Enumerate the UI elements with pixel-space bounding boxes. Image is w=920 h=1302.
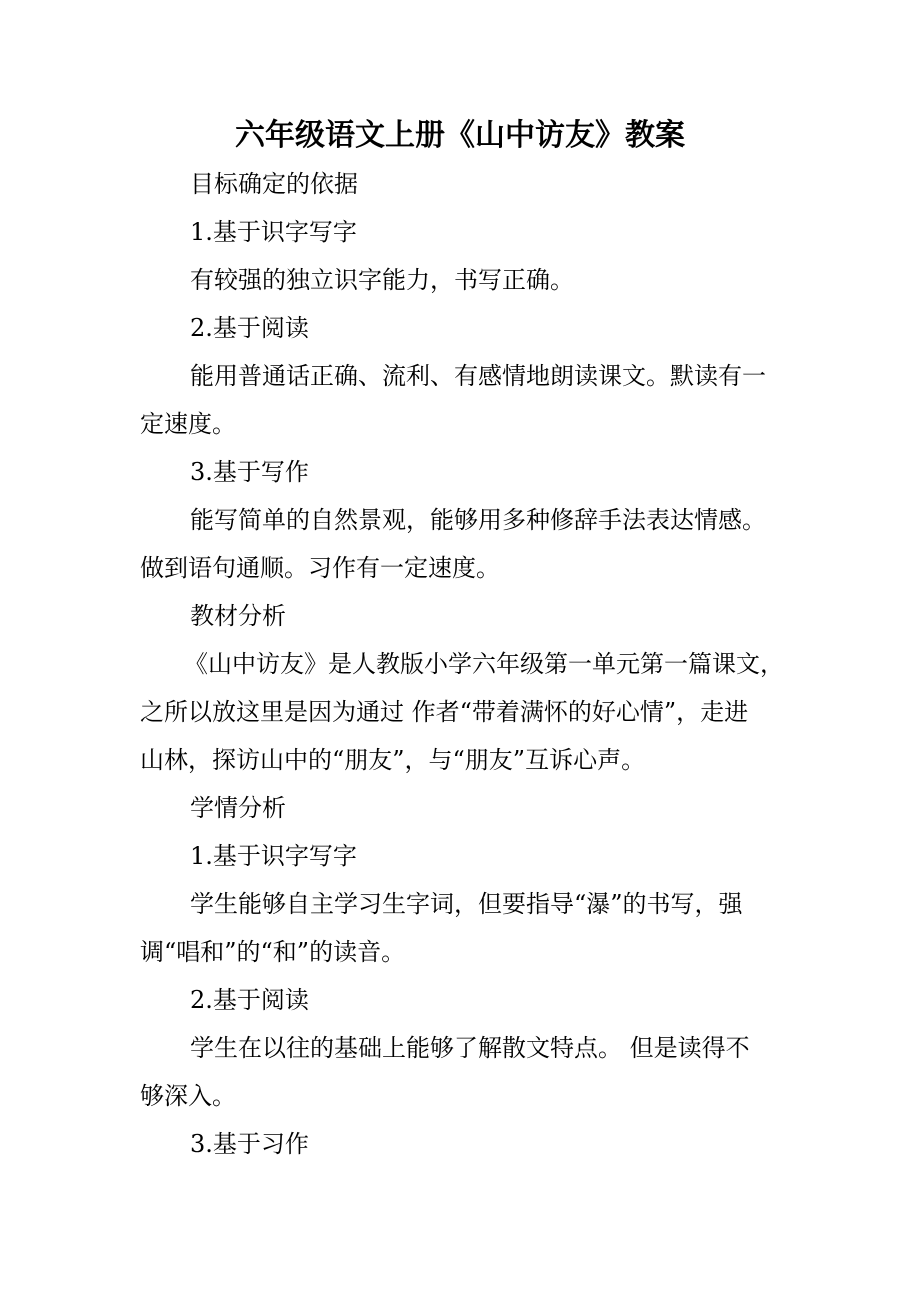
paragraph-line: 做到语句通顺。习作有一定速度。 bbox=[140, 554, 500, 582]
paragraph-line: 定速度。 bbox=[140, 410, 236, 438]
paragraph-line: 之所以放这里是因为通过 作者“带着满怀的好心情”，走进 bbox=[140, 698, 749, 726]
paragraph-line: 能用普通话正确、流利、有感情地朗读课文。默读有一 bbox=[190, 362, 766, 390]
subheading-reading: 2.基于阅读 bbox=[190, 986, 309, 1014]
paragraph-line: 有较强的独立识字能力，书写正确。 bbox=[190, 266, 574, 294]
section-heading-basis: 目标确定的依据 bbox=[190, 170, 358, 198]
subheading-writing: 3.基于写作 bbox=[190, 458, 309, 486]
paragraph-line: 调“唱和”的“和”的读音。 bbox=[140, 938, 406, 966]
document-title: 六年级语文上册《山中访友》教案 bbox=[235, 118, 685, 153]
subheading-reading: 2.基于阅读 bbox=[190, 314, 309, 342]
paragraph-line: 能写简单的自然景观，能够用多种修辞手法表达情感。 bbox=[190, 506, 766, 534]
subheading-literacy: 1.基于识字写字 bbox=[190, 842, 357, 870]
subheading-literacy: 1.基于识字写字 bbox=[190, 218, 357, 246]
paragraph-line: 学生在以往的基础上能够了解散文特点。 但是读得不 bbox=[190, 1034, 750, 1062]
paragraph-line: 山林，探访山中的“朋友”，与“朋友”互诉心声。 bbox=[140, 746, 646, 774]
subheading-composition: 3.基于习作 bbox=[190, 1130, 309, 1158]
paragraph-line: 《山中访友》是人教版小学六年级第一单元第一篇课文， bbox=[184, 650, 784, 678]
paragraph-line: 够深入。 bbox=[140, 1082, 236, 1110]
section-heading-textbook: 教材分析 bbox=[190, 602, 286, 630]
paragraph-line: 学生能够自主学习生字词，但要指导“瀑”的书写，强 bbox=[190, 890, 743, 918]
section-heading-students: 学情分析 bbox=[190, 794, 286, 822]
